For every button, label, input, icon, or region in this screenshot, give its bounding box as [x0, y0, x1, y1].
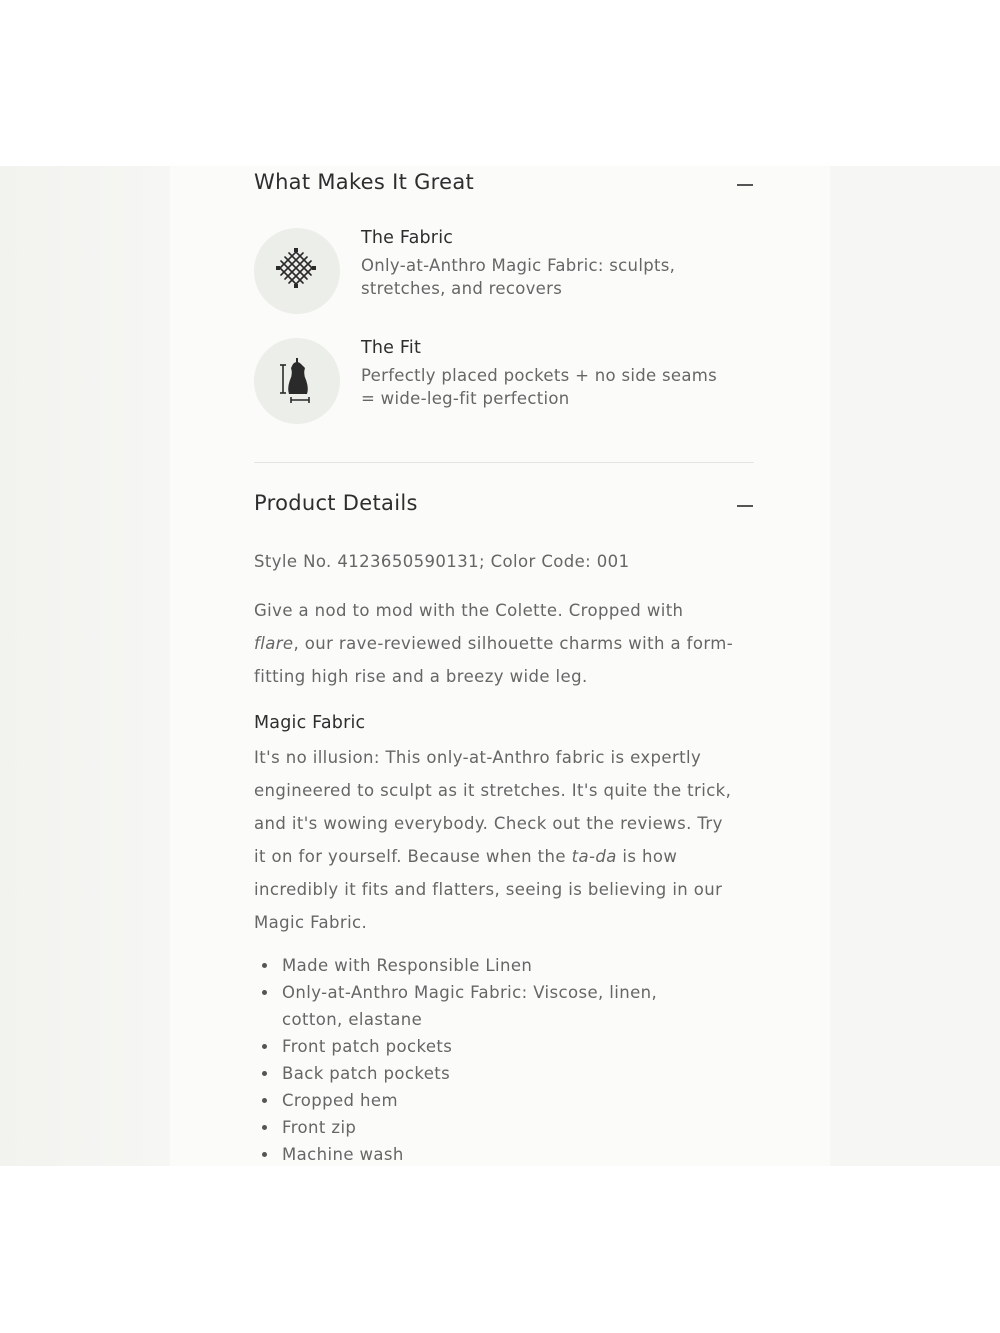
magic-fabric-line — [254, 840, 754, 873]
product-info-screenshot — [0, 166, 1000, 1166]
magic-fabric-text-part: is how — [616, 847, 678, 866]
what-makes-it-great-header[interactable] — [254, 170, 754, 210]
feature-fabric-description-line: stretches, and recovers — [361, 279, 563, 298]
bullet-item: Made with Responsible Linen — [254, 952, 754, 979]
feature-list — [254, 228, 754, 338]
style-number-text: Style No. 4123650590131; Color Code: 001 — [254, 552, 630, 571]
product-details-header[interactable] — [254, 491, 754, 531]
product-description — [254, 594, 754, 693]
feature-fit-text — [361, 338, 761, 410]
bullet-item: Cropped hem — [254, 1087, 754, 1114]
feature-fit-title: The Fit — [361, 338, 422, 358]
feature-fabric-description — [361, 254, 761, 300]
what-makes-it-great-title: What Makes It Great — [254, 170, 475, 194]
section-divider — [254, 462, 754, 463]
magic-fabric-text-part: it on for yourself. Because when the — [254, 847, 572, 866]
feature-fit — [254, 338, 754, 448]
description-line: Give a nod to mod with the Colette. Cropped with — [254, 601, 684, 620]
bullet-item: Front patch pockets — [254, 1033, 754, 1060]
magic-fabric-section — [254, 713, 754, 733]
feature-fit-description-line: Perfectly placed pockets + no side seams — [361, 366, 718, 385]
bullet-list — [254, 952, 754, 1166]
description-line — [254, 627, 754, 660]
feature-fabric-title: The Fabric — [361, 228, 454, 248]
magic-fabric-line: It's no illusion: This only-at-Anthro fabric is expertly — [254, 748, 702, 767]
product-description-text — [254, 594, 754, 693]
bullet-item: Front zip — [254, 1114, 754, 1141]
minus-icon[interactable] — [736, 497, 754, 515]
feature-fabric-description-line: Only-at-Anthro Magic Fabric: sculpts, — [361, 256, 676, 275]
feature-fit-description — [361, 364, 761, 410]
product-details-title: Product Details — [254, 491, 418, 515]
feature-fabric — [254, 228, 754, 338]
style-number — [254, 552, 754, 571]
what-makes-it-great-section — [254, 170, 754, 210]
dress-form-icon — [254, 338, 340, 424]
magic-fabric-description — [254, 741, 754, 939]
magic-fabric-emphasis: ta-da — [571, 847, 617, 866]
bullet-text: Only-at-Anthro Magic Fabric: Viscose, linen, — [282, 983, 658, 1002]
feature-fabric-text — [361, 228, 761, 300]
magic-fabric-line: incredibly it fits and flatters, seeing is believing in our — [254, 880, 723, 899]
bullet-text-continued: cotton, elastane — [282, 1010, 423, 1029]
feature-bullets — [254, 952, 754, 1166]
feature-fit-description-line: = wide-leg-fit perfection — [361, 389, 570, 408]
magic-fabric-title: Magic Fabric — [254, 713, 366, 733]
magic-fabric-line: and it's wowing everybody. Check out the reviews. Try — [254, 814, 723, 833]
fabric-weave-icon — [254, 228, 340, 314]
bullet-item — [254, 979, 754, 1033]
minus-icon[interactable] — [736, 176, 754, 194]
description-line: fitting high rise and a breezy wide leg. — [254, 667, 588, 686]
bullet-item: Back patch pockets — [254, 1060, 754, 1087]
description-text: , our rave-reviewed silhouette charms with a form- — [293, 634, 734, 653]
description-emphasis: flare — [254, 634, 294, 653]
magic-fabric-line: engineered to sculpt as it stretches. It's quite the trick, — [254, 781, 732, 800]
bullet-item: Machine wash — [254, 1141, 754, 1166]
feature-list-fit — [254, 338, 754, 448]
magic-fabric-text — [254, 741, 754, 939]
magic-fabric-line: Magic Fabric. — [254, 913, 368, 932]
product-details-section — [254, 491, 754, 531]
